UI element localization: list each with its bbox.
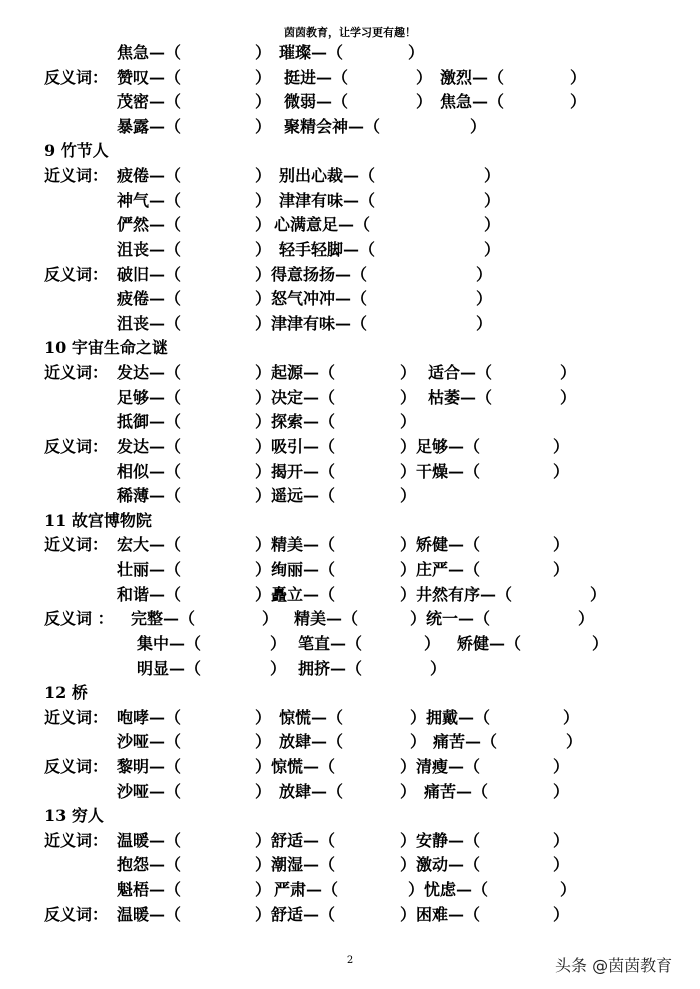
line-text: 近义词：: [44, 830, 109, 850]
line-text: ）: [255, 116, 272, 136]
line-text: 抵御—（: [117, 412, 182, 432]
line-text: 9 竹节人: [44, 141, 109, 161]
line-text: ）: [553, 855, 570, 875]
line-text: ）决定—（: [255, 387, 336, 407]
line-text: ）起源—（: [255, 363, 336, 383]
line-text: 焦急—（: [440, 92, 505, 112]
worksheet-line: [0, 287, 700, 312]
line-text: ）: [408, 43, 425, 62]
line-text: 黎明—（: [117, 756, 182, 776]
line-text: 焦急—（: [117, 43, 182, 62]
line-text: ）绚丽—（: [255, 560, 336, 580]
line-text: 反义词：: [44, 264, 109, 284]
line-text: ）: [553, 436, 570, 456]
line-text: ）: [255, 190, 272, 210]
line-text: 近义词：: [44, 363, 109, 383]
worksheet-line: [0, 903, 700, 928]
line-text: ）困难—（: [400, 904, 481, 924]
worksheet-line: [0, 632, 700, 657]
line-text: ）: [592, 633, 609, 653]
page-header: 茵茵教育，让学习更有趣！: [284, 26, 416, 39]
line-text: 别出心裁—（: [279, 166, 376, 186]
line-text: 聚精会神—（: [284, 116, 381, 136]
line-text: 严肃—（: [274, 880, 339, 900]
line-text: ）: [400, 387, 417, 407]
line-text: ）: [400, 412, 417, 432]
line-text: ）: [416, 92, 433, 112]
line-text: 足够—（: [117, 387, 182, 407]
line-text: 微弱—（: [284, 92, 349, 112]
line-text: ）: [590, 584, 607, 604]
line-text: ）: [255, 239, 272, 259]
worksheet-line: [0, 558, 700, 583]
line-text: 抱怨—（: [117, 855, 182, 875]
worksheet-line: [0, 90, 700, 115]
line-text: ）: [560, 387, 577, 407]
worksheet-line: [0, 804, 700, 829]
worksheet-line: [0, 66, 700, 91]
line-text: ）: [255, 880, 272, 900]
line-text: ）: [563, 707, 580, 727]
line-text: 疲倦—（: [117, 289, 182, 309]
line-text: ）: [560, 363, 577, 383]
line-text: ）矫健—（: [400, 535, 481, 555]
line-text: 沮丧—（: [117, 313, 182, 333]
line-text: 枯萎—（: [428, 387, 493, 407]
worksheet-line: [0, 509, 700, 534]
worksheet-line: [0, 189, 700, 214]
line-text: ）: [553, 830, 570, 850]
worksheet-line: [0, 41, 700, 66]
line-text: ）: [484, 190, 501, 210]
line-text: 疲倦—（: [117, 166, 182, 186]
worksheet-line: [0, 583, 700, 608]
line-text: 壮丽—（: [117, 560, 182, 580]
line-text: 赞叹—（: [117, 67, 182, 87]
line-text: ）统一—（: [410, 609, 491, 629]
worksheet-line: [0, 312, 700, 337]
line-text: 13 穷人: [44, 806, 104, 826]
line-text: 11 故宫博物院: [44, 510, 152, 530]
worksheet-line: [0, 435, 700, 460]
worksheet-line: [0, 213, 700, 238]
line-text: ）得意扬扬—（: [255, 264, 368, 284]
line-text: ）: [400, 781, 417, 801]
line-text: 10 宇宙生命之谜: [44, 338, 168, 358]
line-text: ）: [400, 486, 417, 506]
line-text: 心满意足—（: [274, 215, 371, 235]
worksheet-line: [0, 755, 700, 780]
line-text: 激烈—（: [440, 67, 505, 87]
worksheet-line: [0, 361, 700, 386]
line-text: ）精美—（: [255, 535, 336, 555]
line-text: 暴露—（: [117, 116, 182, 136]
line-text: ）: [566, 732, 583, 752]
line-text: ）: [255, 732, 272, 752]
worksheet-line: [0, 780, 700, 805]
line-text: 集中—（: [137, 633, 202, 653]
line-text: 近义词：: [44, 707, 109, 727]
line-text: ）舒适—（: [255, 904, 336, 924]
line-text: 反义词：: [44, 904, 109, 924]
line-text: 反义词 ：: [44, 609, 114, 629]
worksheet-line: [0, 484, 700, 509]
line-text: 咆哮—（: [117, 707, 182, 727]
line-text: ）: [560, 880, 577, 900]
line-text: ）潮湿—（: [255, 855, 336, 875]
line-text: ）: [553, 781, 570, 801]
line-text: ）: [553, 461, 570, 481]
line-text: ）惊慌—（: [255, 756, 336, 776]
line-text: ）探索—（: [255, 412, 336, 432]
line-text: ）: [553, 904, 570, 924]
worksheet-line: [0, 139, 700, 164]
line-text: 反义词：: [44, 436, 109, 456]
line-text: 精美—（: [294, 609, 359, 629]
line-text: 痛苦—（: [433, 732, 498, 752]
worksheet-line: [0, 681, 700, 706]
line-text: 近义词：: [44, 535, 109, 555]
line-text: 俨然—（: [117, 215, 182, 235]
line-text: 12 桥: [44, 683, 88, 703]
line-text: ）: [424, 633, 441, 653]
line-text: ）怒气冲冲—（: [255, 289, 368, 309]
line-text: ）矗立—（: [255, 584, 336, 604]
page-number: 2: [346, 955, 354, 966]
line-text: 完整—（: [131, 609, 196, 629]
line-text: 轻手轻脚—（: [279, 239, 376, 259]
line-text: ）: [255, 67, 272, 87]
line-text: 神气—（: [117, 190, 182, 210]
worksheet-line: [0, 657, 700, 682]
worksheet-line: [0, 164, 700, 189]
line-text: ）: [578, 609, 595, 629]
line-text: 矫健—（: [457, 633, 522, 653]
line-text: 近义词：: [44, 166, 109, 186]
worksheet-line: [0, 115, 700, 140]
worksheet-line: [0, 238, 700, 263]
line-text: ）: [255, 166, 272, 186]
line-text: ）津津有味—（: [255, 313, 368, 333]
line-text: 和谐—（: [117, 584, 182, 604]
line-text: ）: [484, 166, 501, 186]
line-text: ）吸引—（: [255, 436, 336, 456]
line-text: 璀璨—（: [279, 43, 344, 62]
worksheet-line: [0, 386, 700, 411]
line-text: 惊慌—（: [279, 707, 344, 727]
line-text: ）: [255, 781, 272, 801]
line-text: ）揭开—（: [255, 461, 336, 481]
line-text: ）: [255, 707, 272, 727]
line-text: 沮丧—（: [117, 239, 182, 259]
line-text: 魁梧—（: [117, 880, 182, 900]
line-text: ）清瘦—（: [400, 756, 481, 776]
line-text: ）: [476, 264, 493, 284]
line-text: 茂密—（: [117, 92, 182, 112]
line-text: 放肆—（: [279, 732, 344, 752]
line-text: 宏大—（: [117, 535, 182, 555]
worksheet-line: [0, 460, 700, 485]
worksheet-line: [0, 410, 700, 435]
line-text: 沙哑—（: [117, 732, 182, 752]
line-text: ）遥远—（: [255, 486, 336, 506]
line-text: ）: [262, 609, 279, 629]
worksheet-line: [0, 853, 700, 878]
line-text: ）: [430, 658, 447, 678]
line-text: 反义词：: [44, 756, 109, 776]
line-text: 放肆—（: [279, 781, 344, 801]
line-text: ）足够—（: [400, 436, 481, 456]
line-text: ）: [255, 215, 272, 235]
line-text: ）: [476, 289, 493, 309]
line-text: 沙哑—（: [117, 781, 182, 801]
line-text: 适合—（: [428, 363, 493, 383]
line-text: ）: [570, 67, 587, 87]
worksheet-line: [0, 607, 700, 632]
line-text: ）忧虑—（: [408, 880, 489, 900]
line-text: 痛苦—（: [424, 781, 489, 801]
worksheet-line: [0, 706, 700, 731]
line-text: 稀薄—（: [117, 486, 182, 506]
worksheet-line: [0, 533, 700, 558]
line-text: ）激动—（: [400, 855, 481, 875]
line-text: ）庄严—（: [400, 560, 481, 580]
line-text: ）舒适—（: [255, 830, 336, 850]
line-text: 挺进—（: [284, 67, 349, 87]
line-text: ）: [255, 43, 272, 62]
line-text: ）: [553, 535, 570, 555]
line-text: 津津有味—（: [279, 190, 376, 210]
line-text: ）: [270, 633, 287, 653]
line-text: ）拥戴—（: [410, 707, 491, 727]
line-text: 破旧—（: [117, 264, 182, 284]
worksheet-line: [0, 263, 700, 288]
line-text: ）: [553, 560, 570, 580]
line-text: 笔直—（: [298, 633, 363, 653]
line-text: 明显—（: [137, 658, 202, 678]
line-text: ）: [470, 116, 487, 136]
line-text: 发达—（: [117, 436, 182, 456]
line-text: ）井然有序—（: [400, 584, 513, 604]
watermark: 头条 @茵茵教育: [555, 956, 673, 975]
line-text: ）: [570, 92, 587, 112]
line-text: 反义词：: [44, 67, 109, 87]
line-text: ）安静—（: [400, 830, 481, 850]
worksheet-line: [0, 829, 700, 854]
line-text: 温暖—（: [117, 830, 182, 850]
worksheet-line: [0, 336, 700, 361]
worksheet-line: [0, 730, 700, 755]
line-text: ）: [416, 67, 433, 87]
line-text: ）干燥—（: [400, 461, 481, 481]
line-text: ）: [553, 756, 570, 776]
worksheet-line: [0, 878, 700, 903]
line-text: ）: [410, 732, 427, 752]
line-text: ）: [484, 215, 501, 235]
line-text: ）: [400, 363, 417, 383]
line-text: 发达—（: [117, 363, 182, 383]
line-text: ）: [270, 658, 287, 678]
line-text: ）: [476, 313, 493, 333]
line-text: ）: [255, 92, 272, 112]
line-text: 相似—（: [117, 461, 182, 481]
line-text: 拥挤—（: [298, 658, 363, 678]
line-text: 温暖—（: [117, 904, 182, 924]
line-text: ）: [484, 239, 501, 259]
